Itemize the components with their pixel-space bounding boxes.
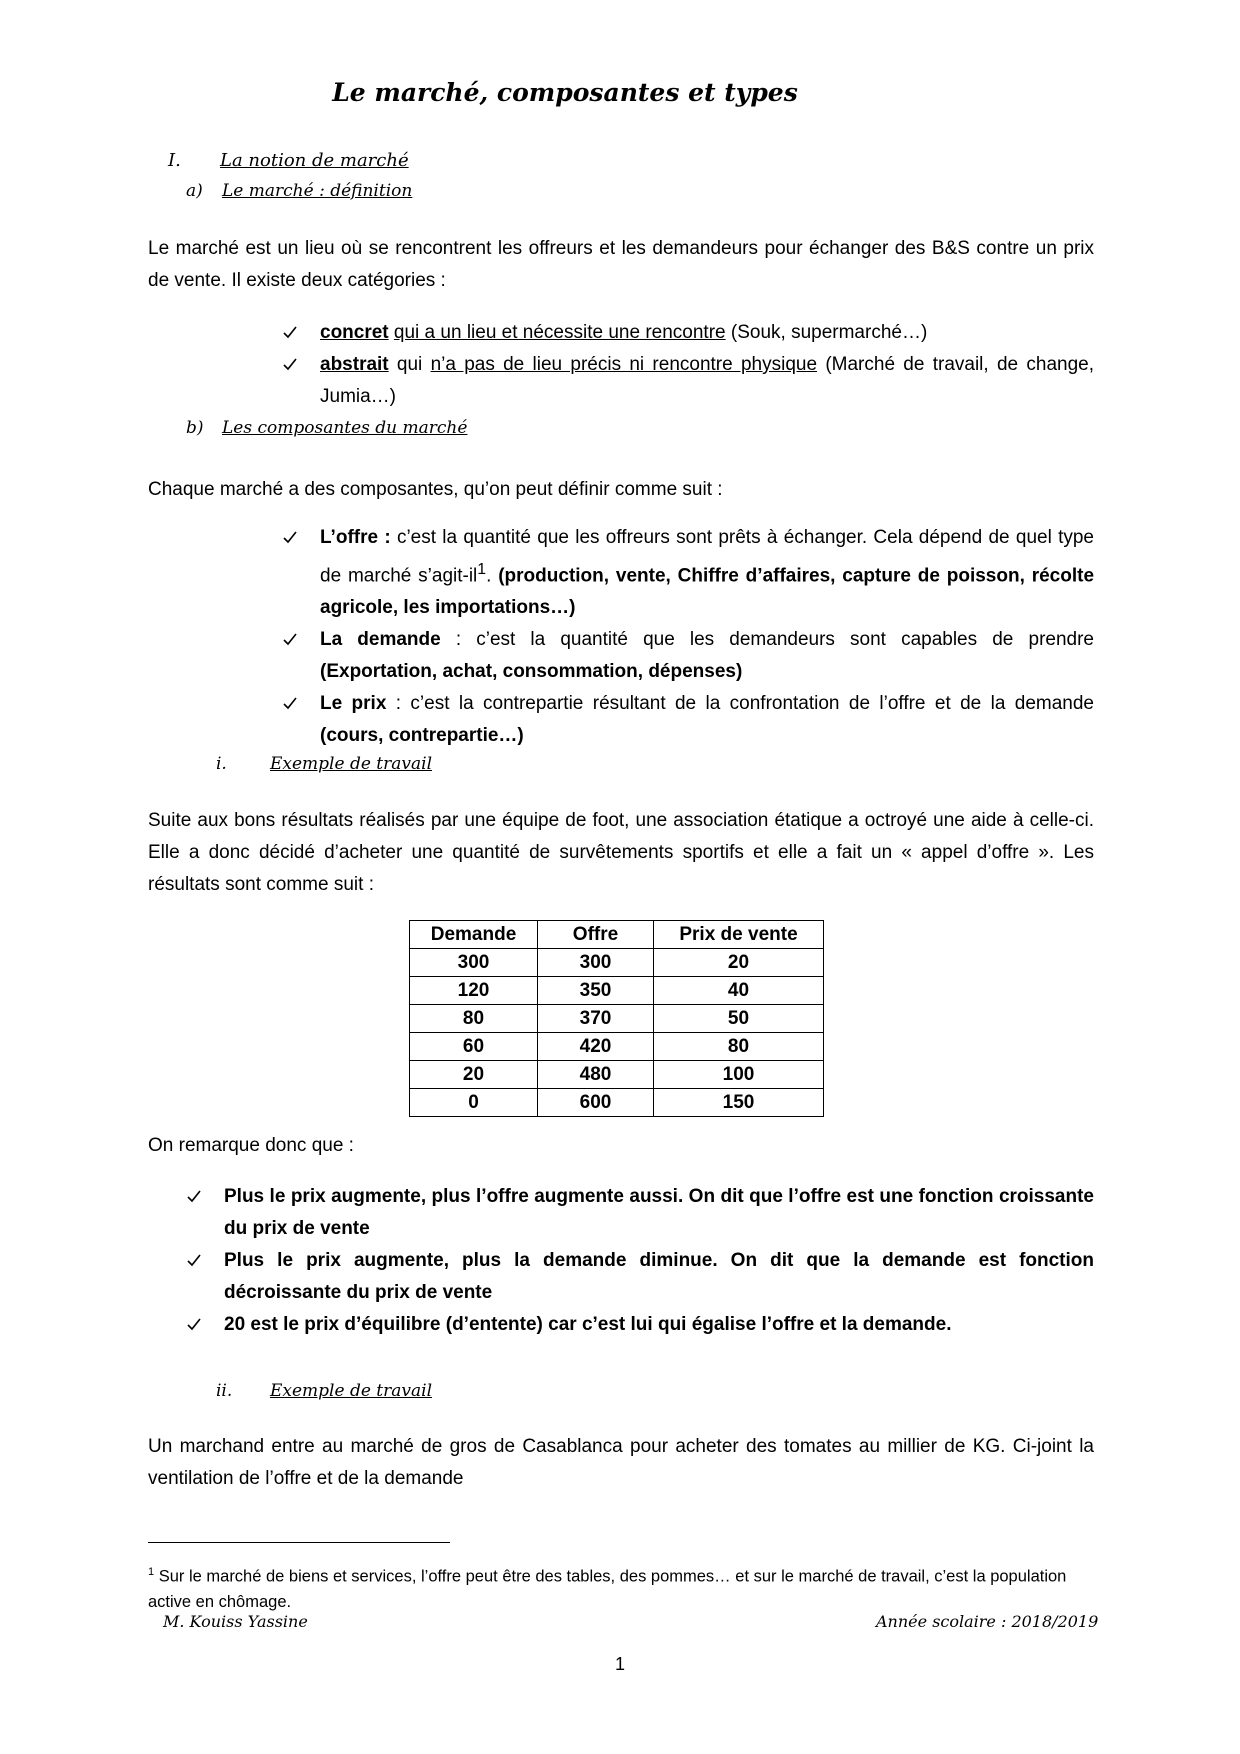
example-number: i. — [216, 754, 227, 774]
header-demande: Demande — [410, 921, 538, 949]
subsection-heading-b — [186, 418, 467, 438]
table-row — [410, 1005, 824, 1033]
example-2-paragraph: Un marchand entre au marché de gros de Casablanca pour acheter des tomates au millier de KG. Ci-joint la ventilation de l’offre et de la demande — [148, 1436, 1094, 1489]
category-list — [320, 317, 1094, 413]
subsection-label: Les composantes du marché — [222, 418, 468, 438]
cell: 60 — [410, 1033, 538, 1061]
subsection-number: b) — [186, 418, 204, 438]
page-number: 1 — [614, 1654, 625, 1674]
table-row — [410, 1061, 824, 1089]
check-icon — [186, 1309, 202, 1341]
category-term: concret — [320, 322, 389, 343]
subsection-number: a) — [186, 181, 203, 201]
footnote-separator — [148, 1542, 450, 1543]
remark-item: Plus le prix augmente, plus l’offre augmente aussi. On dit que l’offre est une fonction croissante du prix de vente — [224, 1181, 1094, 1245]
cell: 80 — [654, 1033, 824, 1061]
cell: 350 — [538, 977, 654, 1005]
table-row — [410, 1089, 824, 1117]
section-label: La notion de marché — [220, 150, 409, 171]
table-row — [410, 977, 824, 1005]
example-number: ii. — [216, 1381, 233, 1401]
school-year: Année scolaire : 2018/2019 — [876, 1612, 1099, 1631]
remark-item: Plus le prix augmente, plus la demande diminue. On dit que la demande est fonction décroissante du prix de vente — [224, 1245, 1094, 1309]
header-prix: Prix de vente — [654, 921, 824, 949]
section-heading-1 — [168, 150, 409, 171]
check-icon — [282, 349, 298, 381]
cell: 420 — [538, 1033, 654, 1061]
subsection-label: Le marché : définition — [222, 181, 413, 201]
example-label: Exemple de travail — [270, 754, 433, 774]
components-intro: Chaque marché a des composantes, qu’on peut définir comme suit : — [148, 479, 723, 500]
category-term: abstrait — [320, 354, 389, 375]
supply-demand-table — [409, 920, 824, 1117]
component-term: Le prix — [320, 693, 387, 715]
category-item-abstrait: abstrait qui n’a pas de lieu précis ni rencontre physique (Marché de travail, de change, Jumia…) — [320, 349, 1094, 413]
cell: 480 — [538, 1061, 654, 1089]
cell: 300 — [538, 949, 654, 977]
cell: 0 — [410, 1089, 538, 1117]
cell: 50 — [654, 1005, 824, 1033]
component-item-prix: Le prix : c’est la contrepartie résultant de la confrontation de l’offre et de la demande (cours, contrepartie…) — [320, 688, 1094, 752]
component-term: L’offre : — [320, 527, 391, 548]
footnote-number: 1 — [148, 1566, 155, 1578]
check-icon — [282, 624, 298, 656]
cell: 100 — [654, 1061, 824, 1089]
cell: 120 — [410, 977, 538, 1005]
check-icon — [186, 1181, 202, 1213]
section-number: I. — [168, 150, 181, 171]
header-offre: Offre — [538, 921, 654, 949]
components-list — [320, 522, 1094, 752]
component-item-offre: L’offre : c’est la quantité que les offreurs sont prêts à échanger. Cela dépend de quel type de marché $s’agit-il^1$. (production, vente, Chiffre d’affaires, capture de poisson, récolte agricole, les importations…) — [320, 522, 1094, 624]
cell: 370 — [538, 1005, 654, 1033]
remark-intro: On remarque donc que : — [148, 1135, 354, 1156]
example-1-paragraph: Suite aux bons résultats réalisés par une équipe de foot, une association étatique a octroyé une aide à celle-ci. Elle a donc décidé d’acheter une quantité de survêtements sportifs et elle a fait un « appel d’offre ». Les résultats sont comme suit : — [148, 810, 1094, 895]
category-item-concret: concret qui a un lieu et nécessite une rencontre (Souk, supermarché…) — [320, 317, 1094, 349]
component-item-demande: La demande : c’est la quantité que les demandeurs sont capables de prendre (Exportation, achat, consommation, dépenses) — [320, 624, 1094, 688]
category-underlined: qui a un lieu et nécessite une rencontre — [393, 322, 726, 343]
table-row — [410, 949, 824, 977]
check-icon — [282, 522, 298, 554]
example-heading-2 — [216, 1381, 432, 1401]
remarks-list — [224, 1181, 1094, 1341]
cell: 20 — [410, 1061, 538, 1089]
subsection-heading-a — [186, 181, 412, 201]
remark-item: 20 est le prix d’équilibre (d’entente) car c’est lui qui égalise l’offre et la demande. — [224, 1309, 1094, 1341]
example-heading-1 — [216, 754, 432, 774]
category-underlined: n’a pas de lieu précis ni rencontre physique — [430, 354, 818, 375]
definition-paragraph: Le marché est un lieu où se rencontrent les offreurs et les demandeurs pour échanger des B&S contre un prix de vente. Il existe deux catégories : — [148, 238, 1094, 291]
example-label: Exemple de travail — [270, 1381, 433, 1401]
author-name: M. Kouiss Yassine — [163, 1612, 308, 1631]
cell: 80 — [410, 1005, 538, 1033]
cell: 20 — [654, 949, 824, 977]
footnote: $^1$ Sur le marché de biens et services, l’offre peut être des tables, des pommes… et sur le marché de travail, c’est la population active en chômage. — [148, 1566, 1067, 1611]
table-row — [410, 1033, 824, 1061]
check-icon — [282, 317, 298, 349]
page-title: Le marché, composantes et types — [332, 78, 798, 107]
footnote-ref[interactable]: 1 — [477, 561, 487, 578]
cell: 150 — [654, 1089, 824, 1117]
check-icon — [282, 688, 298, 720]
table-header-row — [410, 921, 824, 949]
cell: 40 — [654, 977, 824, 1005]
cell: 300 — [410, 949, 538, 977]
check-icon — [186, 1245, 202, 1277]
cell: 600 — [538, 1089, 654, 1117]
component-term: La demande — [320, 629, 441, 651]
